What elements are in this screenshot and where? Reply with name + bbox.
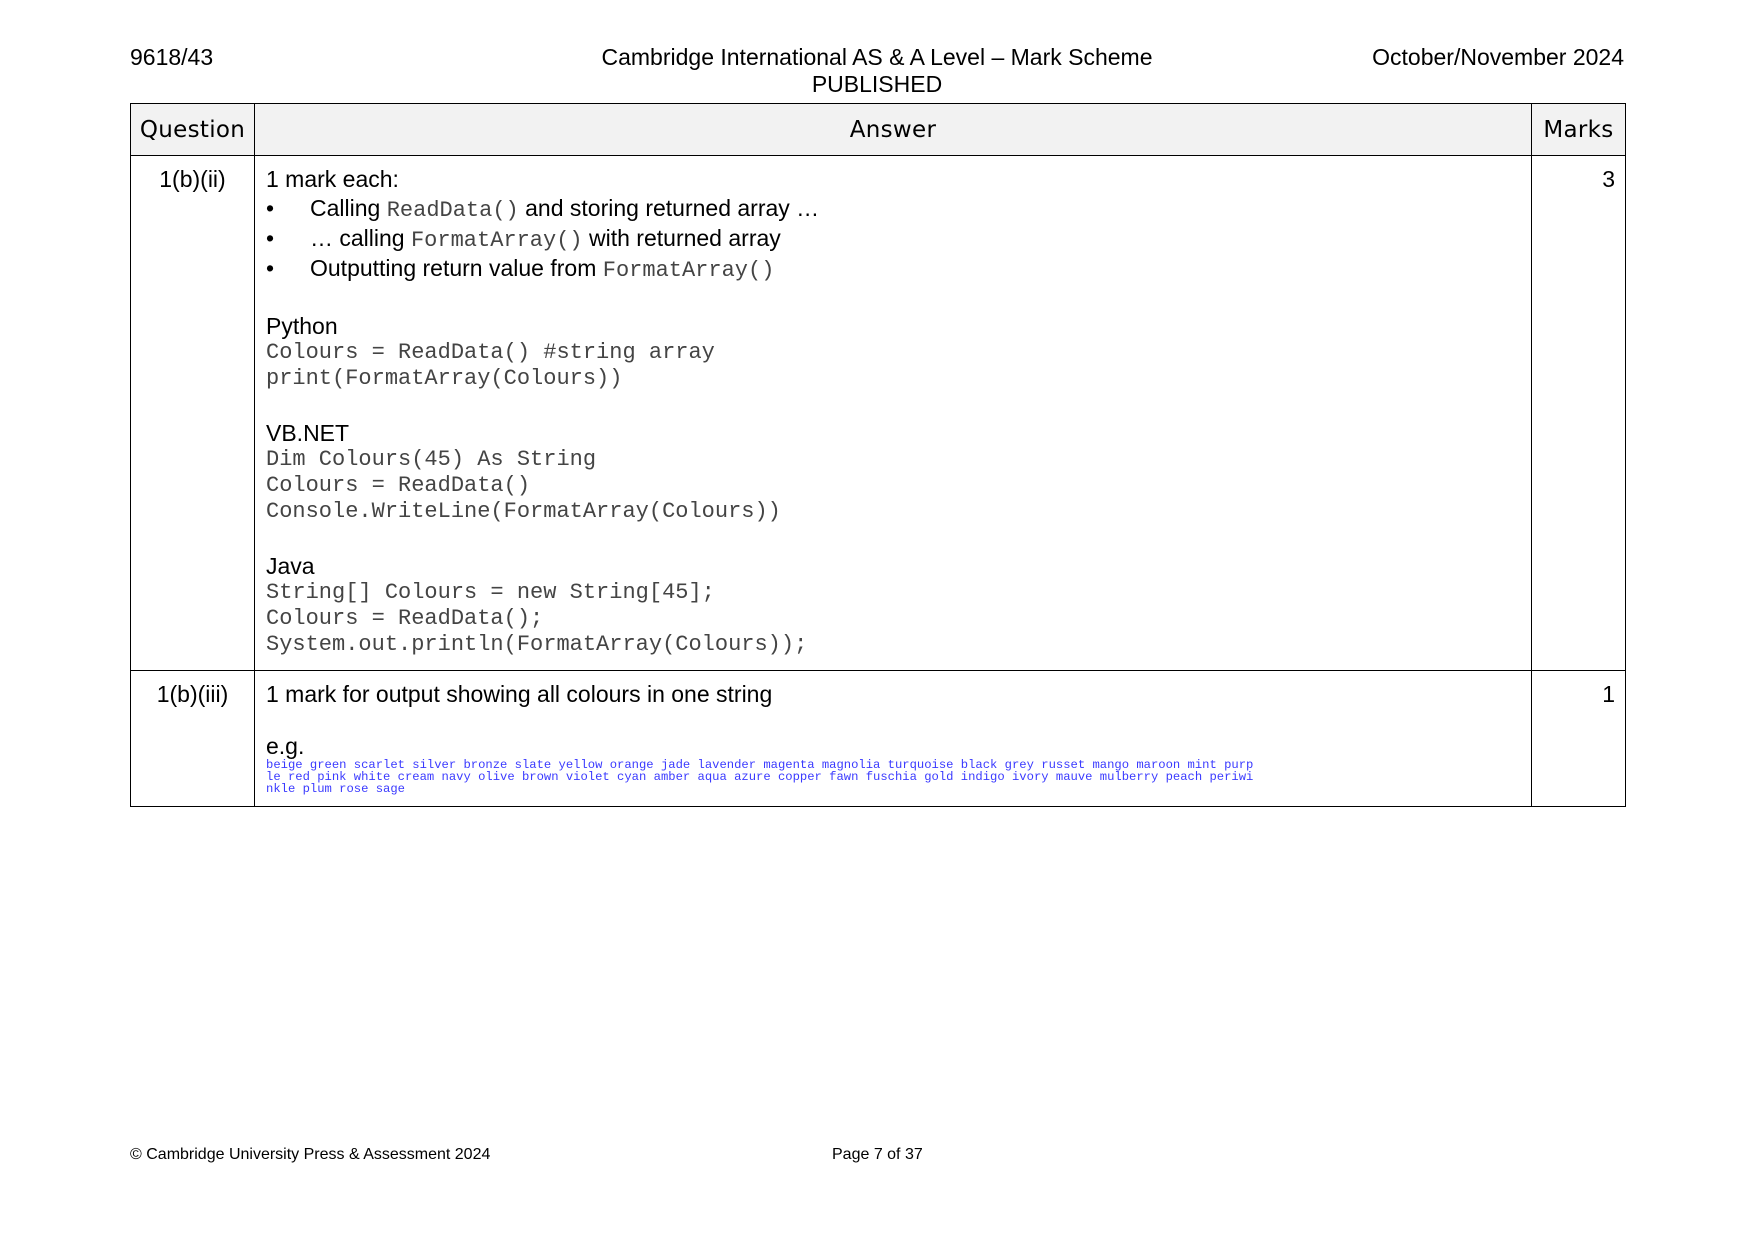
code-line: print(FormatArray(Colours)): [266, 366, 623, 391]
language-heading-python: Python: [266, 313, 338, 339]
example-label: e.g.: [266, 733, 305, 759]
bullet-icon: •: [266, 195, 275, 221]
copyright-notice: © Cambridge University Press & Assessment 2024: [130, 1146, 491, 1163]
page-number: Page 7 of 37: [832, 1146, 923, 1163]
column-header-marks: Marks: [1532, 104, 1626, 156]
column-header-answer: Answer: [255, 104, 1532, 156]
code-line: Colours = ReadData();: [266, 606, 544, 631]
document-status: PUBLISHED: [811, 71, 943, 97]
code-line: System.out.println(FormatArray(Colours));: [266, 632, 808, 657]
inline-code: FormatArray(): [602, 258, 775, 283]
marks-value: 3: [1532, 156, 1626, 671]
mark-point: • … calling FormatArray() with returned array: [266, 225, 781, 253]
mark-points-list: [266, 195, 1521, 285]
answer-cell: [255, 671, 1532, 807]
language-heading-java: Java: [266, 553, 315, 579]
marks-value: 1: [1532, 671, 1626, 807]
example-output-line: le red pink white cream navy olive brown violet cyan amber aqua azure copper fawn fuschia gold indigo ivory mauve mulberry peach periwi: [266, 770, 1254, 784]
document-title: Cambridge International AS & A Level – Mark Scheme: [601, 44, 1153, 70]
mark-point: • Calling ReadData() and storing returned array …: [266, 195, 820, 223]
table-row: [131, 156, 1626, 671]
mark-point: • Outputting return value from FormatArray(): [266, 255, 775, 283]
paper-code: 9618/43: [130, 44, 214, 70]
question-number: 1(b)(iii): [131, 671, 255, 807]
table-row: [131, 671, 1626, 807]
bullet-icon: •: [266, 255, 275, 281]
question-number: 1(b)(ii): [131, 156, 255, 671]
answer-intro: 1 mark each:: [266, 166, 399, 192]
inline-code: FormatArray(): [410, 228, 583, 253]
table-header-row: [131, 104, 1626, 156]
language-heading-vbnet: VB.NET: [266, 420, 350, 446]
answer-intro: 1 mark for output showing all colours in one string: [266, 681, 773, 707]
code-line: Dim Colours(45) As String: [266, 447, 597, 472]
example-output-line: nkle plum rose sage: [266, 782, 405, 796]
code-line: Console.WriteLine(FormatArray(Colours)): [266, 499, 781, 524]
answer-cell: [255, 156, 1532, 671]
exam-session: October/November 2024: [1372, 44, 1624, 70]
bullet-icon: •: [266, 225, 275, 251]
code-line: Colours = ReadData(): [266, 473, 531, 498]
code-line: String[] Colours = new String[45];: [266, 580, 715, 605]
mark-scheme-table: [130, 103, 1626, 807]
example-output-line: beige green scarlet silver bronze slate yellow orange jade lavender magenta magnolia turquoise black grey russet mango maroon mint purp: [266, 758, 1254, 772]
inline-code: ReadData(): [386, 198, 519, 223]
code-line: Colours = ReadData() #string array: [266, 340, 715, 365]
column-header-question: Question: [131, 104, 255, 156]
